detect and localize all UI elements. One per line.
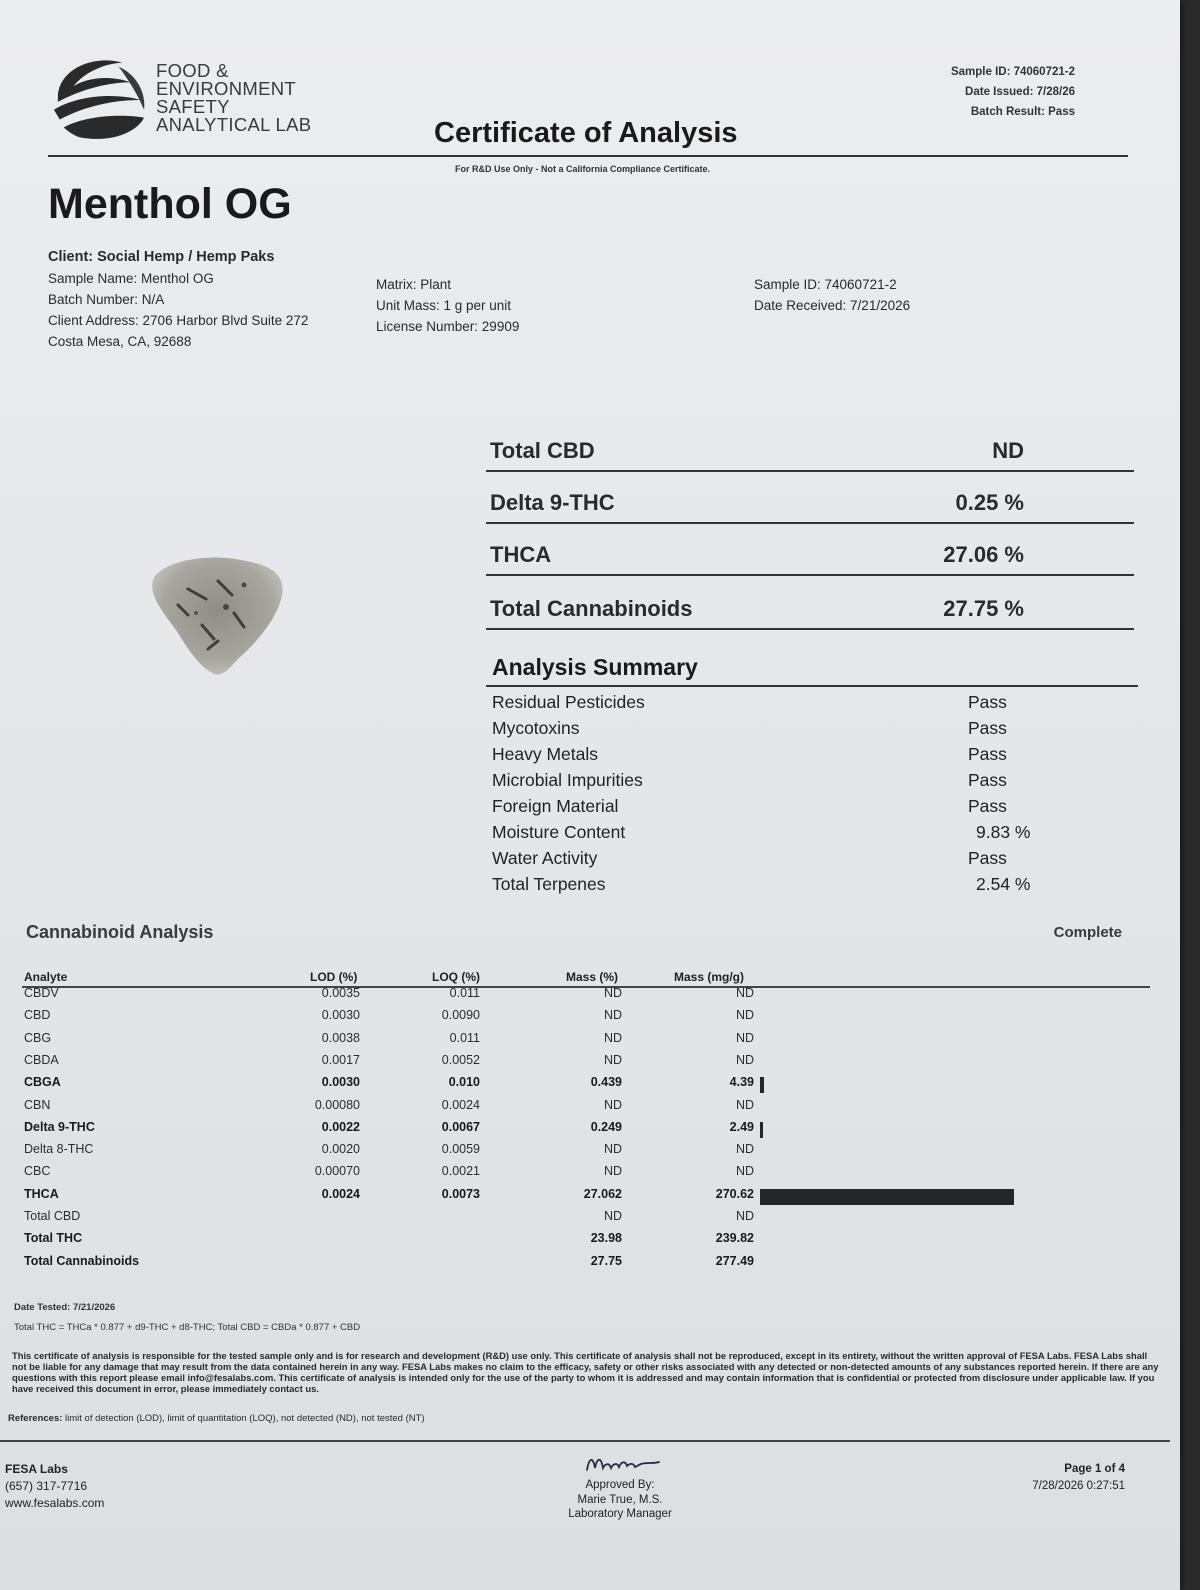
date-received: Date Received: 7/21/2026 bbox=[754, 298, 911, 313]
analysis-item bbox=[492, 793, 1052, 819]
sample-id: Sample ID: 74060721-2 bbox=[754, 277, 897, 292]
cell-mass-mg: 2.49 bbox=[729, 1119, 754, 1134]
summary-total-cbd bbox=[486, 420, 1134, 472]
summary-value: 27.75 % bbox=[943, 596, 1024, 621]
cannabinoid-analysis-status: Complete bbox=[1053, 924, 1122, 941]
cell-loq: 0.0052 bbox=[441, 1052, 480, 1067]
summary-value: 27.06 % bbox=[943, 542, 1024, 567]
analysis-item-label: Moisture Content bbox=[492, 822, 626, 842]
analysis-item bbox=[492, 715, 1052, 741]
summary-label: Delta 9-THC bbox=[490, 490, 615, 515]
total-formula: Total THC = THCa * 0.877 + d9-THC + d8-THC; Total CBD = CBDa * 0.877 + CBD bbox=[14, 1322, 361, 1333]
cell-lod: 0.0030 bbox=[321, 1075, 360, 1090]
cell-mass-pct: ND bbox=[603, 1142, 622, 1157]
sample-photo bbox=[148, 555, 288, 680]
footer-page-info bbox=[1032, 1461, 1125, 1495]
cell-mass-mg: ND bbox=[735, 1052, 754, 1067]
cell-analyte: CBGA bbox=[24, 1075, 61, 1090]
cell-mass-mg: ND bbox=[735, 1164, 754, 1179]
footer-divider bbox=[0, 1440, 1170, 1442]
column-header-mass-mg: Mass (mg/g) bbox=[674, 970, 745, 984]
mass-bar bbox=[760, 1189, 1014, 1205]
cell-analyte: CBG bbox=[24, 1030, 52, 1045]
sample-name: Sample Name: Menthol OG bbox=[48, 271, 214, 286]
cell-mass-mg: ND bbox=[735, 1008, 754, 1023]
analysis-summary-divider bbox=[486, 685, 1138, 687]
analysis-item-label: Total Terpenes bbox=[492, 874, 606, 894]
analysis-summary-list bbox=[492, 689, 1052, 897]
header-date-issued: Date Issued: 7/28/26 bbox=[965, 86, 1075, 98]
summary-value: 0.25 % bbox=[955, 490, 1024, 515]
disclaimer-text: This certificate of analysis is responsible for the tested sample only and is for research and development (R&D) use only. This certificate of analysis shall not be reproduced, except in its entirety, without the written approval of FESA Labs. FESA Labs shall not be liable for any damage that may result from the data contained herein in any way. FESA Labs makes no claim to the efficacy, safety or other risks associated with any detected or non-detected amounts of any substances reported herein. If there are any questions with this report please email info@fesalabs.com. This certificate of analysis is intended only for the use of the party to whom it is addressed and may contain information that is confidential or protected from disclosure under applicable law. If you have received this document in error, please immediately contact us. bbox=[12, 1350, 1159, 1394]
table-row bbox=[0, 1187, 1150, 1209]
lab-logo-icon bbox=[50, 52, 148, 144]
cell-analyte: Delta 8-THC bbox=[24, 1142, 94, 1157]
table-row bbox=[0, 986, 1150, 1008]
cell-analyte: CBD bbox=[24, 1008, 51, 1023]
cell-lod: 0.0017 bbox=[321, 1052, 360, 1067]
mass-bar bbox=[760, 1077, 764, 1093]
footer-website: www.fesalabs.com bbox=[5, 1496, 105, 1510]
lab-name-line: ANALYTICAL LAB bbox=[156, 114, 312, 135]
cell-analyte: CBDV bbox=[24, 986, 59, 1000]
cell-analyte: CBDA bbox=[24, 1052, 59, 1067]
cell-loq: 0.011 bbox=[449, 1030, 480, 1045]
analysis-item bbox=[492, 767, 1052, 793]
analysis-item bbox=[492, 819, 1052, 845]
references-text: limit of detection (LOD), limit of quantitation (LOQ), not detected (ND), not tested (NT) bbox=[62, 1413, 425, 1424]
cell-loq: 0.0067 bbox=[441, 1119, 480, 1134]
analysis-summary-title: Analysis Summary bbox=[492, 654, 698, 680]
cell-mass-pct: ND bbox=[603, 986, 622, 1000]
document-title: Certificate of Analysis bbox=[434, 117, 738, 149]
analysis-item-label: Microbial Impurities bbox=[492, 770, 643, 790]
summary-total-cannabinoids bbox=[486, 578, 1134, 630]
cell-mass-mg: 4.39 bbox=[729, 1075, 754, 1090]
approval-block bbox=[540, 1478, 700, 1522]
cell-mass-mg: ND bbox=[735, 1030, 754, 1045]
cell-loq: 0.010 bbox=[448, 1075, 480, 1090]
cell-mass-mg: ND bbox=[735, 1209, 754, 1223]
client-city: Costa Mesa, CA, 92688 bbox=[48, 334, 192, 349]
approver-signature bbox=[583, 1452, 663, 1476]
lab-name-line: SAFETY bbox=[156, 96, 230, 117]
cell-lod: 0.0020 bbox=[321, 1142, 360, 1157]
analysis-item-result: Pass bbox=[968, 718, 1007, 738]
summary-label: Total CBD bbox=[490, 438, 595, 463]
cell-mass-pct: 27.062 bbox=[583, 1186, 622, 1201]
references bbox=[8, 1413, 425, 1424]
footer-company: FESA Labs bbox=[5, 1462, 68, 1476]
cell-analyte: CBN bbox=[24, 1097, 51, 1112]
cell-mass-pct: ND bbox=[603, 1164, 622, 1179]
analysis-item-label: Residual Pesticides bbox=[492, 692, 645, 712]
summary-label: Total Cannabinoids bbox=[490, 596, 693, 621]
cell-mass-pct: ND bbox=[603, 1008, 622, 1023]
table-row bbox=[0, 1142, 1150, 1164]
cell-analyte: THCA bbox=[24, 1186, 59, 1201]
cell-analyte: CBC bbox=[24, 1164, 51, 1179]
cell-loq: 0.0090 bbox=[441, 1008, 480, 1023]
sample-matrix-info bbox=[376, 274, 519, 337]
cell-lod: 0.0030 bbox=[321, 1008, 360, 1023]
summary-thca bbox=[486, 524, 1134, 576]
cell-mass-mg: ND bbox=[735, 1097, 754, 1112]
table-row bbox=[0, 1075, 1150, 1097]
cell-mass-pct: 0.249 bbox=[590, 1119, 622, 1134]
cell-mass-pct: ND bbox=[603, 1209, 622, 1223]
cell-analyte: Total CBD bbox=[24, 1209, 81, 1223]
analysis-item-result: Pass bbox=[968, 744, 1007, 764]
summary-value: ND bbox=[992, 438, 1024, 463]
table-row bbox=[0, 1209, 1150, 1231]
cell-mass-pct: ND bbox=[603, 1052, 622, 1067]
references-label: References: bbox=[8, 1413, 63, 1424]
cell-loq: 0.0059 bbox=[441, 1142, 480, 1157]
lab-name-line: ENVIRONMENT bbox=[156, 78, 296, 99]
client-name: Client: Social Hemp / Hemp Paks bbox=[48, 249, 275, 265]
cell-loq: 0.0021 bbox=[441, 1164, 480, 1179]
analysis-item-result: Pass bbox=[968, 848, 1007, 868]
analysis-item bbox=[492, 845, 1052, 871]
approver-title: Laboratory Manager bbox=[568, 1508, 672, 1520]
cell-lod: 0.0022 bbox=[321, 1119, 360, 1134]
cell-mass-pct: 0.439 bbox=[590, 1075, 622, 1090]
cell-mass-mg: ND bbox=[735, 1142, 754, 1157]
lab-name-line: FOOD & bbox=[156, 60, 229, 81]
cell-analyte: Delta 9-THC bbox=[24, 1119, 95, 1134]
summary-label: THCA bbox=[490, 542, 552, 567]
cell-mass-pct: ND bbox=[603, 1030, 622, 1045]
footer-company-info bbox=[5, 1461, 104, 1512]
cell-loq: 0.0024 bbox=[441, 1097, 480, 1112]
unit-mass: Unit Mass: 1 g per unit bbox=[376, 298, 512, 313]
table-row bbox=[0, 1008, 1150, 1030]
approver-name: Marie True, M.S. bbox=[577, 1493, 663, 1506]
cell-mass-mg: 270.62 bbox=[715, 1186, 754, 1201]
cell-mass-mg: 277.49 bbox=[715, 1253, 754, 1268]
analysis-item-result: 9.83 % bbox=[976, 822, 1031, 842]
cell-mass-mg: 239.82 bbox=[715, 1231, 754, 1246]
lab-name bbox=[156, 62, 311, 134]
analysis-item-label: Heavy Metals bbox=[492, 744, 599, 764]
footer-phone: (657) 317-7716 bbox=[5, 1479, 88, 1493]
analysis-item-result: Pass bbox=[968, 770, 1007, 790]
analysis-item-result: Pass bbox=[968, 796, 1007, 816]
analysis-item-label: Foreign Material bbox=[492, 796, 619, 816]
table-row bbox=[0, 1164, 1150, 1186]
table-row bbox=[0, 1120, 1150, 1142]
product-name: Menthol OG bbox=[48, 180, 292, 228]
client-info bbox=[48, 247, 308, 352]
page-number: Page 1 of 4 bbox=[1064, 1463, 1125, 1475]
table-row bbox=[0, 1053, 1150, 1075]
summary-delta9-thc bbox=[486, 472, 1134, 524]
cell-lod: 0.0024 bbox=[321, 1186, 360, 1201]
cell-lod: 0.00070 bbox=[314, 1164, 360, 1179]
analysis-item bbox=[492, 689, 1052, 715]
rd-use-note: For R&D Use Only - Not a California Compliance Certificate. bbox=[455, 164, 711, 174]
column-header-lod: LOD (%) bbox=[310, 970, 358, 984]
cell-analyte: Total Cannabinoids bbox=[24, 1253, 140, 1268]
date-tested: Date Tested: 7/21/2026 bbox=[14, 1302, 116, 1313]
header-batch-result: Batch Result: Pass bbox=[970, 106, 1075, 118]
analysis-item-result: 2.54 % bbox=[976, 874, 1031, 894]
header-sample-id: Sample ID: 74060721-2 bbox=[950, 66, 1075, 78]
print-timestamp: 7/28/2026 0:27:51 bbox=[1032, 1480, 1125, 1492]
analysis-item bbox=[492, 871, 1052, 897]
cell-mass-pct: 23.98 bbox=[590, 1231, 622, 1246]
header-ids bbox=[951, 62, 1075, 122]
analysis-item-result: Pass bbox=[968, 692, 1007, 712]
cell-lod: 0.00080 bbox=[314, 1097, 360, 1112]
cell-analyte: Total THC bbox=[24, 1231, 83, 1246]
column-header-mass-pct: Mass (%) bbox=[566, 970, 619, 984]
analysis-item-label: Water Activity bbox=[492, 848, 598, 868]
table-row bbox=[0, 1231, 1150, 1253]
cell-mass-pct: ND bbox=[603, 1097, 622, 1112]
header-divider bbox=[48, 155, 1128, 157]
column-header-analyte: Analyte bbox=[24, 970, 68, 984]
table-row bbox=[0, 1031, 1150, 1053]
analysis-item bbox=[492, 741, 1052, 767]
mass-bar bbox=[760, 1122, 763, 1138]
table-row bbox=[0, 1098, 1150, 1120]
license-number: License Number: 29909 bbox=[376, 319, 520, 334]
matrix: Matrix: Plant bbox=[376, 277, 452, 292]
batch-number: Batch Number: N/A bbox=[48, 292, 165, 307]
column-header-loq: LOQ (%) bbox=[432, 970, 480, 984]
client-address: Client Address: 2706 Harbor Blvd Suite 272 bbox=[48, 313, 309, 328]
cell-mass-mg: ND bbox=[735, 986, 754, 1000]
cell-loq: 0.0073 bbox=[441, 1186, 480, 1201]
cannabinoid-analysis-title: Cannabinoid Analysis bbox=[26, 922, 214, 942]
analysis-item-label: Mycotoxins bbox=[492, 718, 580, 738]
cell-mass-pct: 27.75 bbox=[590, 1253, 622, 1268]
table-row bbox=[0, 1254, 1150, 1276]
cell-lod: 0.0035 bbox=[321, 986, 360, 1000]
sample-id-info bbox=[754, 274, 910, 316]
approved-by-label: Approved By: bbox=[585, 1479, 655, 1491]
cell-lod: 0.0038 bbox=[321, 1030, 360, 1045]
cell-loq: 0.011 bbox=[449, 986, 480, 1000]
